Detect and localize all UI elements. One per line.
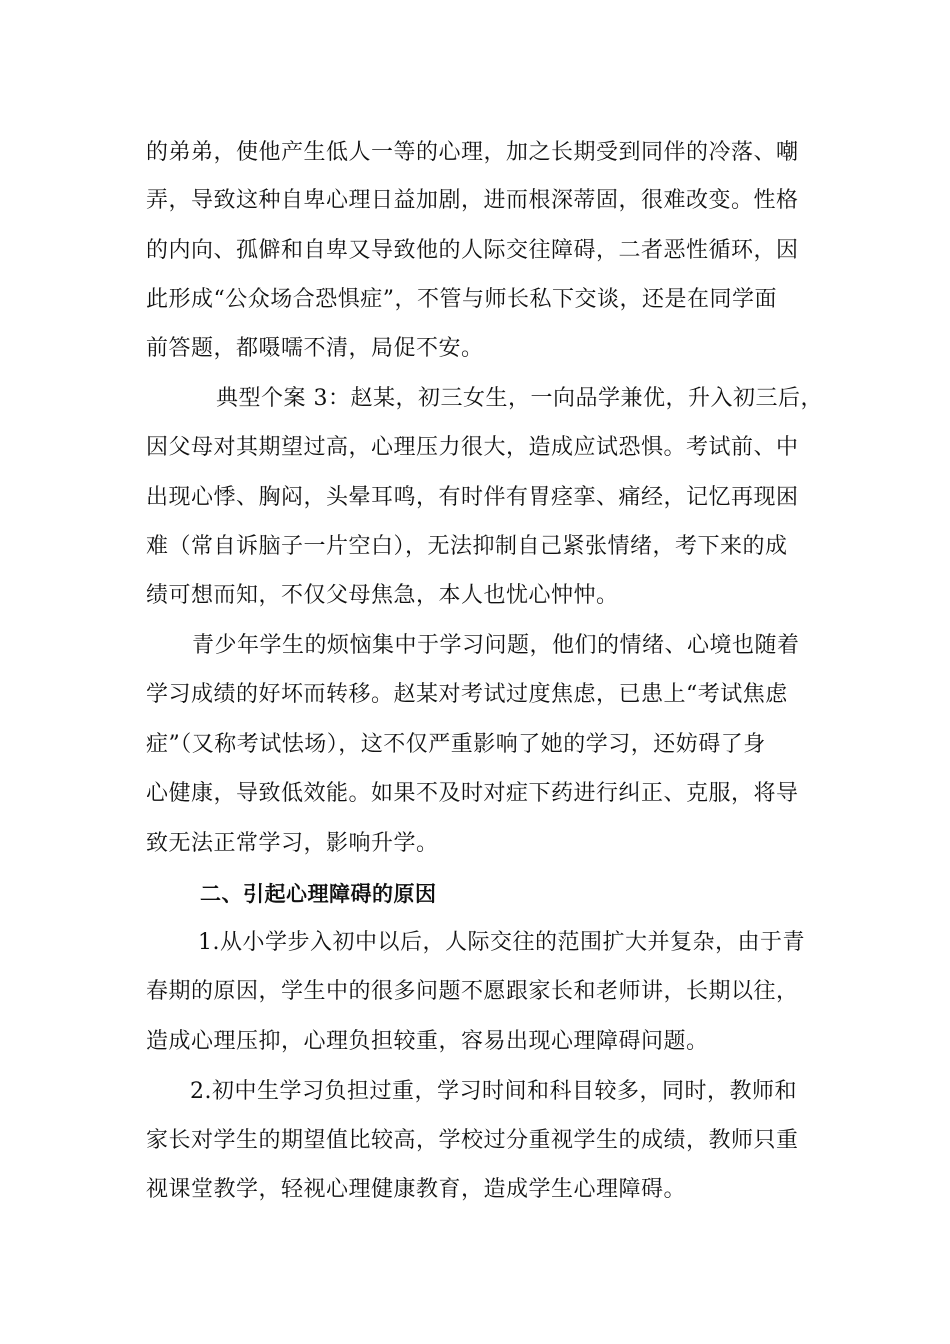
text-line: 造成心理压抑，心理负担较重，容易出现心理障碍问题。	[146, 1029, 709, 1054]
section-heading: 二、引起心理障碍的原因	[200, 882, 437, 906]
text-line: 心健康，导致低效能。如果不及时对症下药进行纠正、克服，将导	[146, 781, 799, 806]
text-line: 致无法正常学习，影响升学。	[146, 831, 439, 856]
text-line: 的弟弟，使他产生低人一等的心理，加之长期受到同伴的冷落、嘲	[146, 140, 799, 165]
text-line: 绩可想而知，不仅父母焦急，本人也忧心忡忡。	[146, 583, 619, 608]
text-line: 春期的原因，学生中的很多问题不愿跟家长和老师讲，长期以往，	[146, 979, 799, 1004]
text-line: 弄，导致这种自卑心理日益加剧，进而根深蒂固，很难改变。性格	[146, 188, 799, 213]
text-line: 青少年学生的烦恼集中于学习问题，他们的情绪、心境也随着	[192, 633, 800, 658]
text-line: 此形成“公众场合恐惧症”，不管与师长私下交谈，还是在同学面	[146, 287, 777, 312]
text-line: 症”（又称考试怯场），这不仅严重影响了她的学习，还妨碍了身	[146, 732, 766, 757]
text-line: 2.初中生学习负担过重，学习时间和科目较多，同时，教师和	[190, 1079, 797, 1104]
text-line: 家长对学生的期望值比较高，学校过分重视学生的成绩，教师只重	[146, 1128, 799, 1153]
text-line: 出现心悸、胸闷，头晕耳鸣，有时伴有胃痉挛、痛经，记忆再现困	[146, 485, 799, 510]
text-line: 的内向、孤僻和自卑又导致他的人际交往障碍，二者恶性循环，因	[146, 238, 799, 263]
text-line: 学习成绩的好坏而转移。赵某对考试过度焦虑，已患上“考试焦虑	[146, 682, 788, 707]
text-line: 因父母对其期望过高，心理压力很大，造成应试恐惧。考试前、中	[146, 435, 799, 460]
text-line: 1.从小学步入初中以后，人际交往的范围扩大并复杂，由于青	[198, 930, 805, 955]
text-line: 典型个案 3：赵某，初三女生，一向品学兼优，升入初三后，	[216, 386, 823, 411]
text-line: 难（常自诉脑子一片空白），无法抑制自己紧张情绪，考下来的成	[146, 534, 788, 559]
text-line: 前答题，都嗫嚅不清，局促不安。	[146, 336, 484, 361]
text-line: 视课堂教学，轻视心理健康教育，造成学生心理障碍。	[146, 1177, 687, 1202]
